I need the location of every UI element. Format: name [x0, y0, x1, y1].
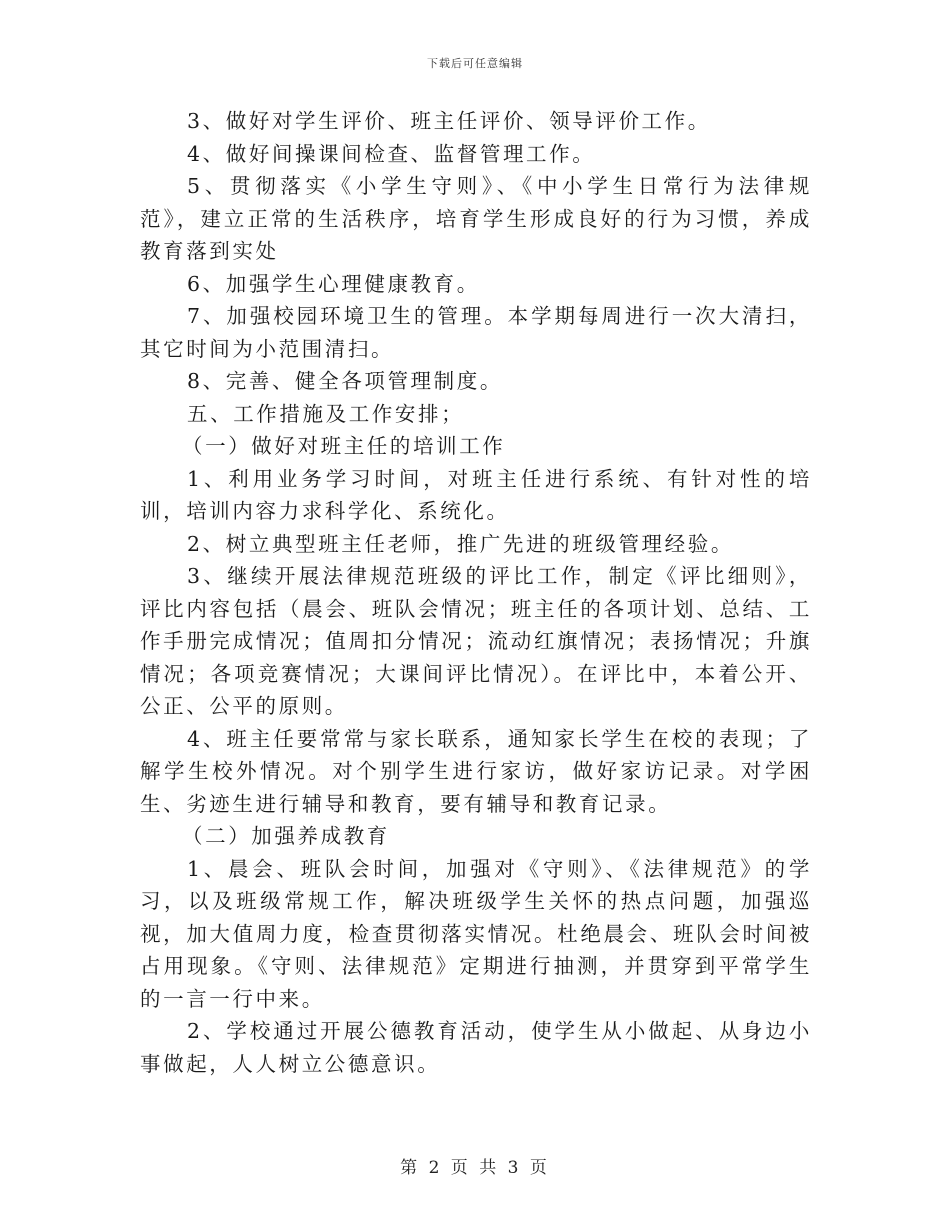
paragraph-item-3: 3、做好对学生评价、班主任评价、领导评价工作。: [187, 109, 711, 133]
subsection-heading-2: （二）加强养成教育: [182, 824, 390, 848]
paragraph-training-2: 2、树立典型班主任老师，推广先进的班级管理经验。: [187, 531, 734, 556]
paragraph-habits-2: 2、学校通过开展公德教育活动，使学生从小做起、从身边小事做起，人人树立公德意识。: [140, 1019, 812, 1076]
paragraph-item-5: 5、贯彻落实《小学生守则》、《中小学生日常行为法律规范》，建立正常的生活秩序，培育学生形成良好的行为习惯，养成教育落到实处: [140, 174, 812, 263]
page-footer: 第 2 页 共 3 页: [400, 1158, 550, 1178]
paragraph-item-4: 4、做好间操课间检查、监督管理工作。: [187, 141, 596, 166]
paragraph-item-7: 7、加强校园环境卫生的管理。本学期每周进行一次大清扫，其它时间为小范围清扫。: [140, 304, 812, 361]
paragraph-item-6: 6、加强学生心理健康教育。: [187, 271, 480, 296]
paragraph-item-8: 8、完善、健全各项管理制度。: [187, 369, 503, 393]
paragraph-training-1: 1、利用业务学习时间，对班主任进行系统、有针对性的培训，培训内容力求科学化、系统化。: [140, 466, 812, 523]
document-body: [140, 105, 812, 1080]
paragraph-habits-1: 1、晨会、班队会时间，加强对《守则》、《法律规范》的学习，以及班级常规工作，解决班级学生关怀的热点问题，加强巡视，加大值周力度，检查贯彻落实情况。杜绝晨会、班队会时间被占用现象。《守则、法律规范》定期进行抽测，并贯穿到平常学生的一言一行中来。: [140, 856, 812, 1011]
page-header: 下载后可任意编辑: [427, 57, 523, 70]
paragraph-training-3: 3、继续开展法律规范班级的评比工作，制定《评比细则》，评比内容包括（晨会、班队会情况；班主任的各项计划、总结、工作手册完成情况；值周扣分情况；流动红旗情况；表扬情况；升旗情况；各项竞赛情况；大课间评比情况）。在评比中，本着公开、公正、公平的原则。: [140, 564, 812, 718]
subsection-heading-1: （一）做好对班主任的培训工作: [182, 434, 506, 458]
paragraph-training-4: 4、班主任要常常与家长联系，通知家长学生在校的表现；了解学生校外情况。对个别学生进行家访，做好家访记录。对学困生、劣迹生进行辅导和教育，要有辅导和教育记录。: [140, 726, 812, 816]
section-heading-5: 五、工作措施及工作安排；: [187, 401, 465, 426]
